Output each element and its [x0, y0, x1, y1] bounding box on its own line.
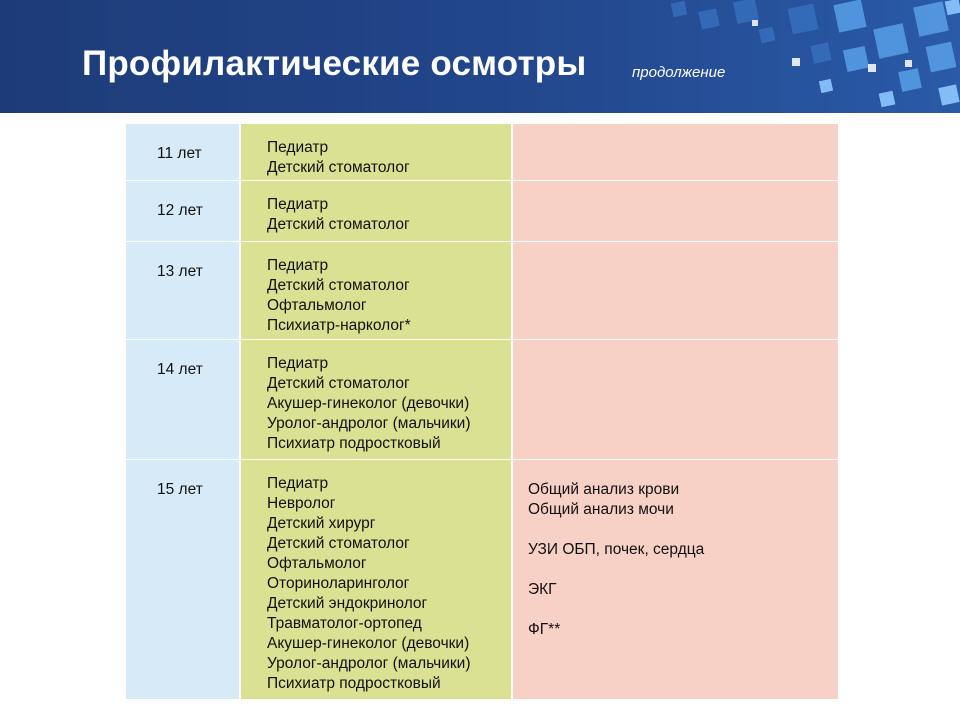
specialist-item: Детский хирург: [267, 514, 376, 532]
specialist-item: Детский эндокринолог: [267, 594, 428, 612]
table-row: [126, 180, 838, 241]
tests-cell: [512, 241, 838, 339]
specialist-item: Психиатр-нарколог*: [267, 316, 411, 334]
page-title: Профилактические осмотры: [82, 44, 587, 83]
specialists-list: [241, 242, 511, 336]
specialist-item: Акушер-гинеколог (девочки): [267, 394, 470, 412]
tests-cell: [512, 339, 838, 459]
slide-header: [0, 0, 960, 113]
specialist-item: Детский стоматолог: [267, 276, 410, 294]
tests-list: [513, 460, 838, 640]
spacer: [528, 520, 838, 540]
tests-cell: [512, 180, 838, 241]
specialist-item: Психиатр подростковый: [267, 434, 441, 452]
test-item: ФГ**: [528, 620, 561, 638]
spacer: [528, 600, 838, 620]
test-item: ЭКГ: [528, 580, 557, 598]
age-cell: 15 лет: [157, 480, 203, 498]
specialist-item: Уролог-андролог (мальчики): [267, 414, 471, 432]
table-row: [126, 241, 838, 339]
test-item: Общий анализ мочи: [528, 500, 674, 518]
specialist-item: Детский стоматолог: [267, 215, 410, 233]
age-cell: 12 лет: [157, 201, 203, 219]
age-cell: 14 лет: [157, 360, 203, 378]
specialist-item: Акушер-гинеколог (девочки): [267, 634, 470, 652]
age-cell: 11 лет: [157, 145, 202, 162]
specialists-list: [241, 124, 511, 178]
age-cell: 13 лет: [157, 262, 203, 280]
tests-cell: [512, 124, 838, 180]
specialist-item: Психиатр подростковый: [267, 674, 441, 692]
spacer: [528, 560, 838, 580]
specialist-item: Оториноларинголог: [267, 574, 410, 592]
table-row: [126, 459, 838, 699]
specialist-item: Травматолог-ортопед: [267, 614, 422, 632]
specialist-item: Педиатр: [267, 256, 329, 274]
examinations-table: [126, 124, 838, 700]
specialist-item: Невролог: [267, 494, 336, 512]
specialist-item: Детский стоматолог: [267, 159, 410, 176]
table-row: [126, 339, 838, 459]
specialist-item: Офтальмолог: [267, 296, 367, 314]
specialist-item: Педиатр: [267, 195, 329, 213]
test-item: Общий анализ крови: [528, 480, 680, 498]
specialists-list: [241, 181, 511, 235]
specialist-item: Педиатр: [267, 139, 329, 156]
test-item: УЗИ ОБП, почек, сердца: [528, 540, 705, 558]
page-subtitle: продолжение: [632, 64, 726, 81]
table-row: [126, 124, 838, 180]
specialist-item: Уролог-андролог (мальчики): [267, 654, 471, 672]
specialist-item: Педиатр: [267, 354, 329, 372]
specialist-item: Детский стоматолог: [267, 534, 410, 552]
specialist-item: Офтальмолог: [267, 554, 367, 572]
specialists-list: [241, 340, 511, 454]
specialist-item: Педиатр: [267, 474, 329, 492]
tests-cell: [512, 459, 838, 699]
specialists-list: [241, 460, 511, 694]
specialist-item: Детский стоматолог: [267, 374, 410, 392]
